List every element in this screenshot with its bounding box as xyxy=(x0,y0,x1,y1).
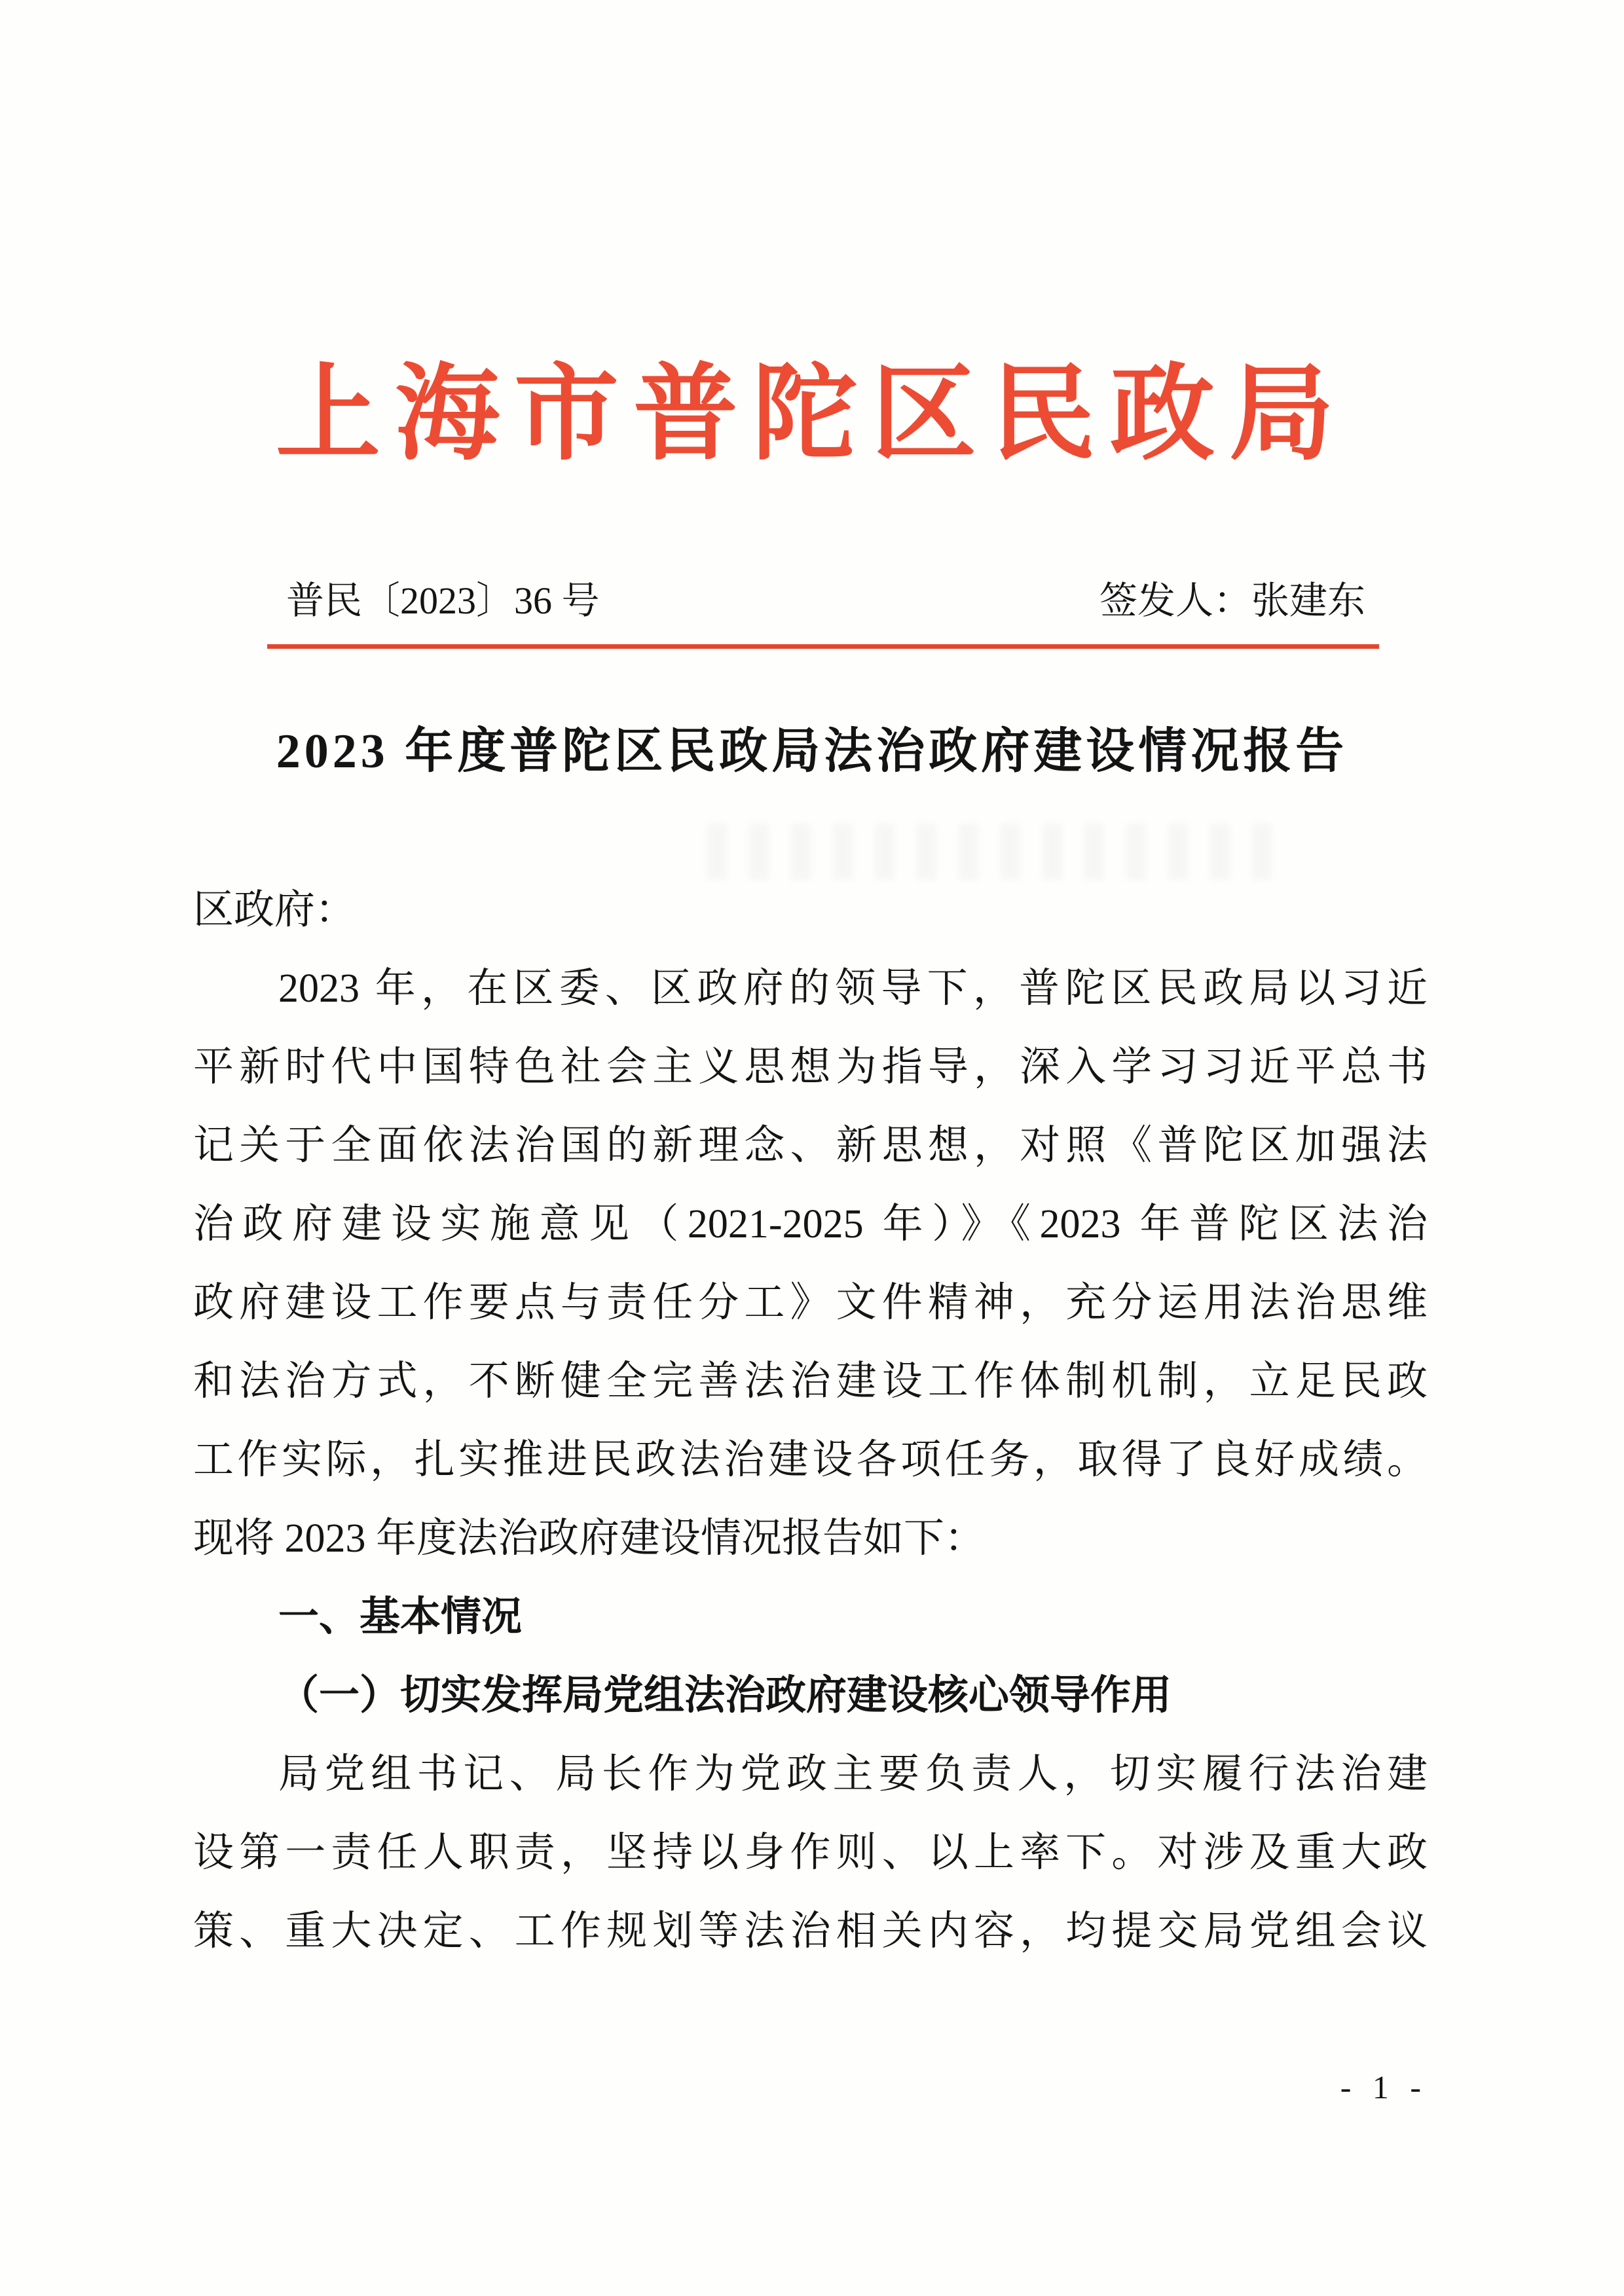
document-title: 2023 年度普陀区民政局法治政府建设情况报告 xyxy=(276,725,1348,778)
body-line: 政府建设工作要点与责任分工》文件精神，充分运用法治思维 xyxy=(193,1281,1428,1325)
red-separator-rule xyxy=(267,644,1379,649)
body-line: 设第一责任人职责，坚持以身作则、以上率下。对涉及重大政 xyxy=(193,1831,1428,1875)
page-number: - 1 - xyxy=(1340,2069,1428,2105)
salutation-line: 区政府： xyxy=(193,888,356,932)
body-line: 现将 2023 年度法治政府建设情况报告如下： xyxy=(193,1516,986,1561)
body-line: 和法治方式，不断健全完善法治建设工作体制机制，立足民政 xyxy=(193,1359,1428,1404)
body-line: 策、重大决定、工作规划等法治相关内容，均提交局党组会议 xyxy=(193,1909,1428,1954)
body-line: 平新时代中国特色社会主义思想为指导，深入学习习近平总书 xyxy=(193,1045,1428,1089)
document-number: 普民〔2023〕36 号 xyxy=(286,579,600,622)
body-line: 工作实际，扎实推进民政法治建设各项任务，取得了良好成绩。 xyxy=(193,1438,1428,1482)
agency-header-title: 上海市普陀区民政局 xyxy=(275,356,1348,473)
signer-label: 签发人：张建东 xyxy=(1099,579,1365,622)
subsection-heading: （一）切实发挥局党组法治政府建设核心领导作用 xyxy=(278,1673,1172,1718)
body-line: 2023 年，在区委、区政府的领导下，普陀区民政局以习近 xyxy=(278,966,1428,1011)
body-line: 局党组书记、局长作为党政主要负责人，切实履行法治建 xyxy=(278,1752,1428,1796)
section-heading: 一、基本情况 xyxy=(278,1594,523,1639)
document-meta-row xyxy=(286,571,1365,631)
document-body xyxy=(193,871,1428,1971)
body-line: 记关于全面依法治国的新理念、新思想，对照《普陀区加强法 xyxy=(193,1123,1428,1168)
body-line: 治政府建设实施意见（2021-2025 年）》《2023 年普陀区法治 xyxy=(193,1202,1428,1247)
